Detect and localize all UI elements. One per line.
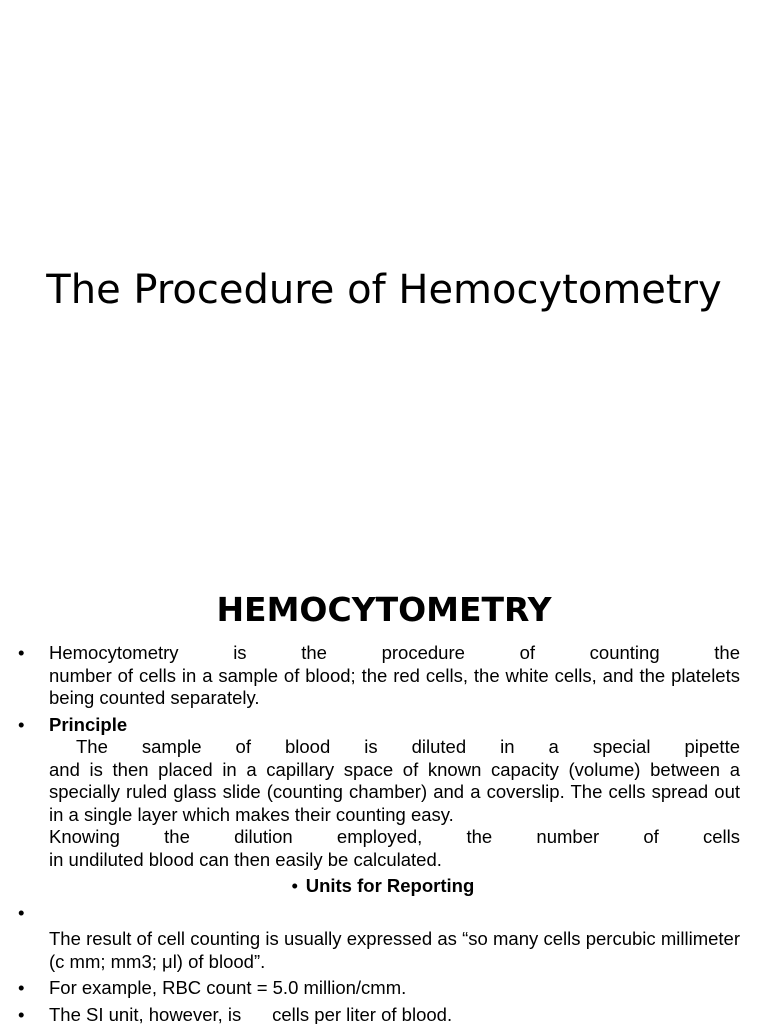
units-heading [18,875,740,898]
principle-line-1: The sample of blood is diluted in a special pipette [76,736,740,757]
bullet-mark: • [18,642,25,663]
bullet-mark: • [291,875,298,896]
si-text: The SI unit, however, is cells per liter of blood. [49,1003,453,1024]
principle-knowing-line: Knowing the dilution employed, the number of cells [49,826,740,847]
bullet-intro [18,642,740,710]
slide-body [18,642,740,1024]
principle-label: Principle [49,713,128,735]
content-slide [0,576,768,1024]
principle-text: and is then placed in a capillary space of known capacity (volume) between a specially ruled glass slide (counting chamber) and a coverslip. The cells spread out in a single layer which makes their counting easy. [49,758,740,825]
principle-last-line: in undiluted blood can then easily be calculated. [49,848,442,870]
intro-line-1: Hemocytometry is the procedure of counting the [49,642,740,663]
bullet-principle [18,714,740,872]
empty-line [49,902,740,925]
intro-text: number of cells in a sample of blood; the red cells, the white cells, and the platelets being counted separately. [49,664,740,708]
bullet-mark: • [18,977,25,998]
slide-heading: HEMOCYTOMETRY [216,590,552,629]
bullet-result [18,902,740,925]
bullet-mark: • [18,713,25,735]
bullet-example [18,977,740,1000]
example-text: For example, RBC count = 5.0 million/cmm. [49,977,407,998]
units-label: Units for Reporting [305,875,475,896]
bullet-si-unit [18,1004,740,1024]
bullet-mark: • [18,1003,25,1024]
result-text: The result of cell counting is usually expressed as “so many cells percubic millimeter (c mm; mm3; μl) of blood”. [49,928,740,972]
bullet-mark: • [18,901,25,923]
slide-title: The Procedure of Hemocytometry [46,267,722,313]
